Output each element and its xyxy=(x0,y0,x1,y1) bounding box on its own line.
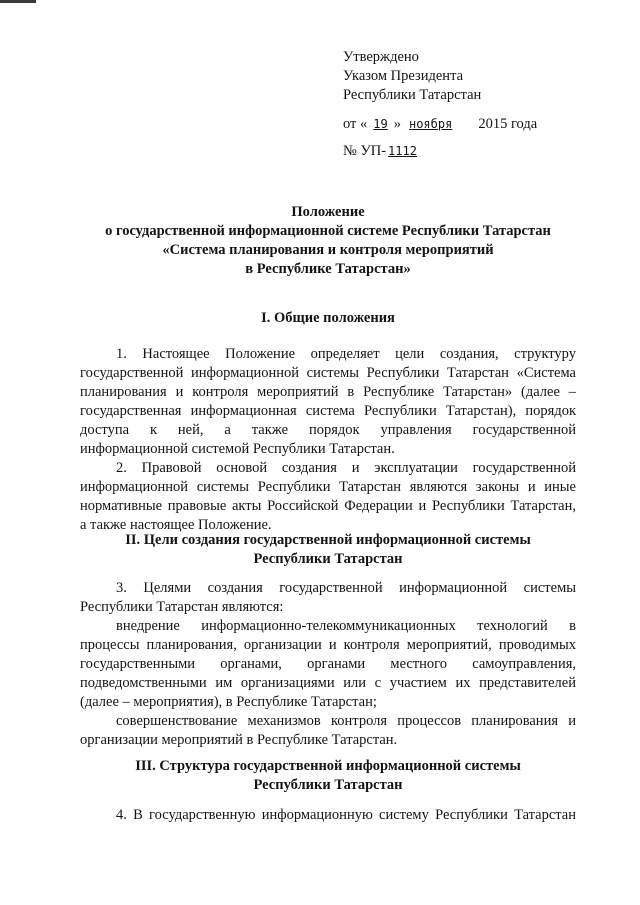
title-line: Положение xyxy=(291,204,365,220)
text-line: 4. В государственную информационную систему Республики Татарстан xyxy=(116,807,576,823)
date-day: 19 xyxy=(373,117,388,131)
approval-line: Республики Татарстан xyxy=(343,87,482,103)
date-month: ноября xyxy=(408,117,453,131)
scan-corner-mark xyxy=(0,0,36,3)
text-line: подведомственными им организациями или с участием их представителей xyxy=(80,675,576,691)
text-line: внедрение информационно-телекоммуникационных технологий в xyxy=(116,618,576,634)
title-line: о государственной информационной системе Республики Татарстан xyxy=(105,223,551,239)
text-line: государственной информационной системы Республики Татарстан «Система xyxy=(80,365,576,381)
heading-line: II. Цели создания государственной информационной системы xyxy=(125,532,531,548)
date-mid: » xyxy=(393,116,401,132)
text-line: доступа к ней, а также порядок управления государственной xyxy=(80,422,576,438)
text-line: процессы планирования, организации и контроля мероприятий, проводимых xyxy=(80,637,576,653)
section-heading xyxy=(80,531,576,569)
approval-line: Указом Президента xyxy=(343,68,464,84)
document-title xyxy=(80,203,576,279)
text-line: 3. Целями создания государственной информационной системы xyxy=(116,580,576,596)
section-heading: I. Общие положения xyxy=(261,310,395,326)
approval-block xyxy=(343,48,537,161)
text-line: (далее – мероприятия), в Республике Татарстан; xyxy=(80,694,377,710)
text-line: нормативные правовые акты Российской Федерации и Республики Татарстан, xyxy=(80,498,576,514)
approval-number xyxy=(343,142,537,161)
text-line: государственная информационная система Республики Татарстан), порядок xyxy=(80,403,576,419)
text-line: информационной системой Республики Татарстан. xyxy=(80,441,395,457)
number-prefix: № УП- xyxy=(343,143,387,159)
text-line: 2. Правовой основой создания и эксплуатации государственной xyxy=(116,460,576,476)
approval-date xyxy=(343,115,537,134)
title-line: в Республике Татарстан» xyxy=(245,261,411,277)
text-line: а также настоящее Положение. xyxy=(80,517,272,533)
heading-line: Республики Татарстан xyxy=(253,777,403,793)
title-line: «Система планирования и контроля мероприятий xyxy=(162,242,494,258)
text-line: совершенствование механизмов контроля процессов планирования и xyxy=(116,713,576,729)
text-line: планирования и контроля мероприятий в Республике Татарстан» (далее – xyxy=(80,384,576,400)
text-line: информационной системы Республики Татарстан являются законы и иные xyxy=(80,479,576,495)
section-heading xyxy=(80,757,576,795)
text-line: государственными органами, органами местного самоуправления, xyxy=(80,656,576,672)
text-line: 1. Настоящее Положение определяет цели создания, структуру xyxy=(116,346,576,362)
text-line: организации мероприятий в Республике Татарстан. xyxy=(80,732,398,748)
date-year: 2015 года xyxy=(478,116,538,132)
date-prefix: от « xyxy=(343,116,368,132)
text-line: Республики Татарстан являются: xyxy=(80,599,284,615)
heading-line: Республики Татарстан xyxy=(253,551,403,567)
approval-line: Утверждено xyxy=(343,49,419,65)
heading-line: III. Структура государственной информационной системы xyxy=(135,758,521,774)
number-value: 1112 xyxy=(388,144,417,158)
